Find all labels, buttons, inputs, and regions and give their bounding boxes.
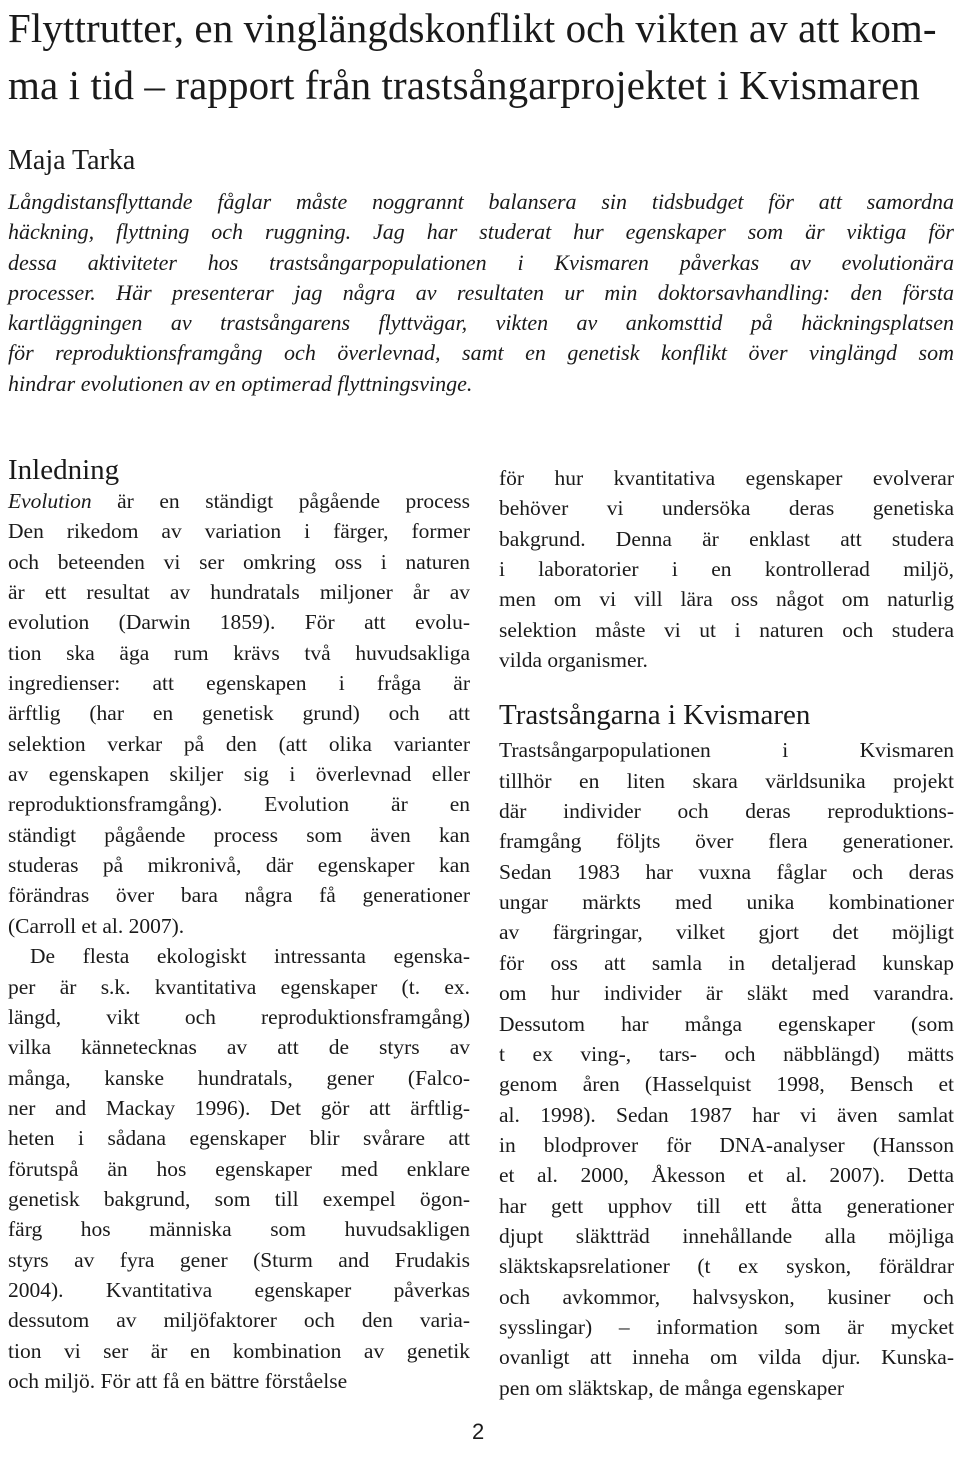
section-heading-trastsangarna: Trastsångarna i Kvismaren xyxy=(499,699,811,732)
body-line: och miljö. För att få en bättre förståelse xyxy=(8,1368,348,1393)
body-line: al. 1998). Sedan 1987 har vi även samlat xyxy=(499,1102,954,1127)
body-line: är ett resultat av hundratals miljoner år av xyxy=(8,580,470,605)
section-heading-inledning: Inledning xyxy=(8,454,120,486)
body-line: för oss att samla in detaljerad kunskap xyxy=(499,950,954,975)
body-line: ständigt pågående process som även kan xyxy=(8,822,470,847)
body-line: djupt släktträd innehållande alla möjliga xyxy=(499,1223,954,1248)
body-line: ungar märkts med unika kombinationer xyxy=(499,890,954,915)
body-line: förutspå än hos egenskaper med enklare xyxy=(8,1156,470,1181)
body-line: i laboratorier i en kontrollerad miljö, xyxy=(499,557,954,582)
body-line: selektion måste vi ut i naturen och studera xyxy=(499,617,954,642)
right-body-lines-after xyxy=(499,735,954,1403)
abstract-line: dessa aktiviteter hos trastsångarpopulationen i Kvismaren påverkas av evolutionära xyxy=(8,249,954,275)
abstract xyxy=(8,187,954,399)
title-line: Flyttrutter, en vinglängdskonflikt och vikten av att kom- xyxy=(8,5,937,51)
body-line: förändras över bara några få generationer xyxy=(8,883,470,908)
body-line: per är s.k. kvantitativa egenskaper (t. ex. xyxy=(8,974,470,999)
body-line: vilda organismer. xyxy=(499,648,648,673)
left-body-lines xyxy=(8,516,470,1396)
body-line: har gett upphov till ett åtta generationer xyxy=(499,1193,954,1218)
body-line: längd, vikt och reproduktionsframgång) xyxy=(8,1004,470,1029)
body-line: genom åren (Hasselquist 1998, Bensch et xyxy=(499,1072,954,1097)
article-title xyxy=(8,0,958,114)
body-line: Trastsångarpopulationen i Kvismaren xyxy=(499,738,954,763)
right-column xyxy=(499,463,954,1403)
title-line: ma i tid – rapport från trastsångarprojektet i Kvismaren xyxy=(8,62,920,108)
evolution-italic-word: Evolution xyxy=(8,489,92,513)
body-line: evolution (Darwin 1859). För att evolu- xyxy=(8,610,470,635)
body-line: många, kanske hundratals, gener (Falco- xyxy=(8,1065,470,1090)
body-line: färg hos människa som huvudsakligen xyxy=(8,1217,470,1242)
body-line: ovanligt att inneha om vilda djur. Kunska- xyxy=(499,1345,954,1370)
body-line: Sedan 1983 har vuxna fåglar och deras xyxy=(499,859,954,884)
abstract-line: processer. Här presenterar jag några av resultaten ur min doktorsavhandling: den första xyxy=(8,279,954,305)
abstract-line: hindrar evolutionen av en optimerad flyttningsvinge. xyxy=(8,370,473,396)
body-line: dessutom av miljöfaktorer och den varia- xyxy=(8,1308,470,1333)
body-line: och avkommor, halvsyskon, kusiner och xyxy=(499,1284,954,1309)
body-line: vilka kännetecknas av att de styrs av xyxy=(8,1035,470,1060)
body-line: där individer och deras reproduktions- xyxy=(499,799,954,824)
body-line: av färgringar, vilket gjort det möjligt xyxy=(499,920,954,945)
body-line: selektion verkar på den (att olika varianter xyxy=(8,731,470,756)
abstract-line: Långdistansflyttande fåglar måste noggrannt balansera sin tidsbudget för att samordna xyxy=(8,189,954,214)
body-line: (Carroll et al. 2007). xyxy=(8,913,185,938)
body-line: för hur kvantitativa egenskaper evolverar xyxy=(499,466,954,490)
body-line: och beteenden vi ser omkring oss i naturen xyxy=(8,549,470,574)
body-line: släktskapsrelationer (t ex syskon, föräldrar xyxy=(499,1254,954,1279)
abstract-line: häckning, flyttning och ruggning. Jag har studerat hur egenskaper som är viktiga för xyxy=(8,219,954,245)
body-line: et al. 2000, Åkesson et al. 2007). Detta xyxy=(499,1163,954,1188)
abstract-line: kartläggningen av trastsångarens flyttvägar, vikten av ankomsttid på häckningsplatsen xyxy=(8,310,954,336)
body-line: framgång följts över flera generationer. xyxy=(499,829,954,854)
body-line: ner and Mackay 1996). Det gör att ärftlig- xyxy=(8,1095,470,1120)
body-line: heten i sådana egenskaper blir svårare att xyxy=(8,1126,470,1151)
body-line: pen om släktskap, de många egenskaper xyxy=(499,1375,845,1400)
body-line: reproduktionsframgång). Evolution är en xyxy=(8,792,470,817)
body-line: tillhör en liten skara världsunika projekt xyxy=(499,768,954,793)
body-line: ärftlig (har en genetisk grund) och att xyxy=(8,701,470,726)
body-line: tion vi ser är en kombination av genetik xyxy=(8,1338,470,1363)
body-line: studeras på mikronivå, där egenskaper kan xyxy=(8,853,470,878)
body-line: Dessutom har många egenskaper (som xyxy=(499,1011,954,1036)
page-number: 2 xyxy=(472,1419,485,1444)
body-line: tion ska äga rum krävs två huvudsakliga xyxy=(8,640,470,665)
author-name: Maja Tarka xyxy=(8,145,136,176)
body-line: in blodprover för DNA-analyser (Hansson xyxy=(499,1132,954,1157)
body-line: om hur individer är släkt med varandra. xyxy=(499,981,954,1006)
body-line: av egenskapen skiljer sig i överlevnad eller xyxy=(8,762,470,787)
right-body-lines-before xyxy=(499,463,954,675)
body-line-first xyxy=(8,486,470,516)
body-line: De flesta ekologiskt intressanta egenska- xyxy=(30,944,470,969)
body-line: styrs av fyra gener (Sturm and Frudakis xyxy=(8,1247,470,1272)
body-line: t ex ving-, tars- och näbblängd) mätts xyxy=(499,1041,954,1066)
body-line: bakgrund. Denna är enklast att studera xyxy=(499,526,954,551)
body-line: behöver vi undersöka deras genetiska xyxy=(499,496,954,521)
body-line: Den rikedom av variation i färger, former xyxy=(8,519,470,544)
body-line: men om vi vill lära oss något om naturlig xyxy=(499,587,954,612)
left-column xyxy=(8,450,470,1396)
abstract-line: för reproduktionsframgång och överlevnad, samt en genetisk konflikt över vinglängd som xyxy=(8,340,954,366)
body-line: ingredienser: att egenskapen i fråga är xyxy=(8,671,470,696)
first-line-rest: är en ständigt pågående process xyxy=(91,489,470,513)
body-line: 2004). Kvantitativa egenskaper påverkas xyxy=(8,1277,470,1302)
body-line: sysslingar) – information som är mycket xyxy=(499,1314,954,1339)
body-line: genetisk bakgrund, som till exempel ögon- xyxy=(8,1186,470,1211)
